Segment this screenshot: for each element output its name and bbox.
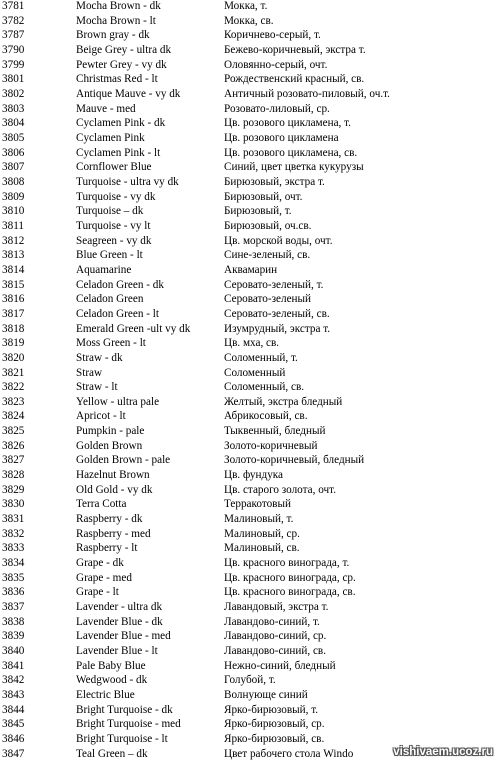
color-code: 3847 — [2, 747, 25, 760]
table-row — [0, 307, 496, 322]
color-name-ru: Цвет рабочего стола Windo — [224, 747, 354, 760]
table-row — [0, 600, 496, 615]
color-code: 3822 — [2, 381, 25, 394]
color-code: 3790 — [2, 43, 25, 56]
color-code: 3830 — [2, 498, 25, 511]
color-name-ru: Лавандовый, экстра т. — [224, 601, 329, 614]
color-code: 3829 — [2, 483, 25, 496]
color-name-en: Straw - lt — [76, 381, 118, 394]
color-name-en: Aquamarine — [76, 263, 132, 276]
color-code: 3809 — [2, 190, 25, 203]
table-row — [0, 409, 496, 424]
color-code: 3799 — [2, 58, 25, 71]
color-code: 3813 — [2, 249, 25, 262]
table-row — [0, 468, 496, 483]
color-code: 3842 — [2, 674, 25, 687]
table-row — [0, 673, 496, 688]
table-row — [0, 28, 496, 43]
color-code: 3781 — [2, 0, 25, 12]
color-name-en: Old Gold - vy dk — [76, 483, 153, 496]
color-code: 3815 — [2, 278, 25, 291]
color-name-en: Yellow - ultra pale — [76, 395, 160, 408]
color-name-en: Golden Brown - pale — [76, 454, 171, 467]
color-name-en: Bright Turquoise - dk — [76, 703, 173, 716]
table-row — [0, 541, 496, 556]
color-name-en: Electric Blue — [76, 689, 135, 702]
color-code: 3834 — [2, 557, 25, 570]
color-name-en: Lavender Blue - dk — [76, 615, 163, 628]
table-row — [0, 512, 496, 527]
color-name-en: Bright Turquoise - med — [76, 718, 181, 731]
table-row — [0, 322, 496, 337]
color-code: 3814 — [2, 263, 25, 276]
color-code: 3823 — [2, 395, 25, 408]
color-name-en: Celadon Green - lt — [76, 307, 159, 320]
color-code: 3828 — [2, 469, 25, 482]
table-row — [0, 131, 496, 146]
table-row — [0, 717, 496, 732]
color-name-ru: Абрикосовый, св. — [224, 410, 308, 423]
color-code: 3826 — [2, 439, 25, 452]
color-name-ru: Цв. мха, св. — [224, 337, 280, 350]
table-row — [0, 0, 496, 14]
color-code: 3811 — [2, 219, 24, 232]
table-row — [0, 175, 496, 190]
table-row — [0, 395, 496, 410]
color-name-ru: Коричнево-серый, т. — [224, 29, 321, 42]
color-name-ru: Малиновый, т. — [224, 513, 294, 526]
color-name-en: Lavender Blue - med — [76, 630, 171, 643]
color-name-ru: Серовато-зеленый, т. — [224, 278, 324, 291]
color-name-ru: Ярко-бирюзовый, ср. — [224, 718, 325, 731]
color-code: 3825 — [2, 425, 25, 438]
color-name-ru: Тыквенный, бледный — [224, 425, 326, 438]
color-name-ru: Цв. старого золота, очт. — [224, 483, 336, 496]
table-row — [0, 292, 496, 307]
color-name-en: Wedgwood - dk — [76, 674, 148, 687]
color-code: 3837 — [2, 601, 25, 614]
color-name-ru: Соломенный — [224, 366, 286, 379]
color-name-en: Celadon Green - dk — [76, 278, 164, 291]
color-name-en: Blue Green - lt — [76, 249, 143, 262]
color-name-ru: Синий, цвет цветка кукурузы — [224, 161, 364, 174]
color-name-en: Golden Brown — [76, 439, 143, 452]
color-name-en: Emerald Green -ult vy dk — [76, 322, 191, 335]
color-name-ru: Малиновый, св. — [224, 542, 300, 555]
color-name-ru: Желтый, экстра бледный — [224, 395, 343, 408]
color-name-en: Antique Mauve - vy dk — [76, 87, 181, 100]
color-name-ru: Античный розовато-пиловый, оч.т. — [224, 87, 390, 100]
color-name-en: Mocha Brown - lt — [76, 14, 156, 27]
color-name-en: Turquoise - vy lt — [76, 219, 151, 232]
color-code: 3810 — [2, 205, 25, 218]
table-row — [0, 116, 496, 131]
color-code: 3819 — [2, 337, 25, 350]
color-code: 3824 — [2, 410, 25, 423]
color-code: 3818 — [2, 322, 25, 335]
table-row — [0, 615, 496, 630]
color-code: 3839 — [2, 630, 25, 643]
color-name-ru: Серовато-зеленый, св. — [224, 307, 330, 320]
color-name-en: Teal Green – dk — [76, 747, 148, 760]
table-row — [0, 688, 496, 703]
color-name-ru: Лавандово-синий, ср. — [224, 630, 327, 643]
color-name-en: Pumpkin - pale — [76, 425, 145, 438]
color-name-ru: Бирюзовый, т. — [224, 205, 292, 218]
color-name-en: Mocha Brown - dk — [76, 0, 161, 12]
table-row — [0, 453, 496, 468]
color-code: 3816 — [2, 293, 25, 306]
table-row — [0, 424, 496, 439]
color-name-ru: Цв. розового цикламена, т. — [224, 117, 351, 130]
color-code: 3817 — [2, 307, 25, 320]
color-name-ru: Цв. красного винограда, т. — [224, 557, 350, 570]
color-code: 3841 — [2, 659, 25, 672]
color-name-en: Terra Cotta — [76, 498, 127, 511]
color-name-ru: Соломенный, св. — [224, 381, 305, 394]
table-row — [0, 659, 496, 674]
color-name-en: Lavender Blue - lt — [76, 645, 158, 658]
color-code: 3812 — [2, 234, 25, 247]
table-row — [0, 380, 496, 395]
table-row — [0, 497, 496, 512]
color-name-ru: Оловянно-серый, очт. — [224, 58, 328, 71]
color-name-ru: Цв. морской воды, очт. — [224, 234, 333, 247]
color-name-ru: Изумрудный, экстра т. — [224, 322, 331, 335]
color-name-ru: Цв. розового цикламена, св. — [224, 146, 358, 159]
color-code: 3787 — [2, 29, 25, 42]
color-name-en: Brown gray - dk — [76, 29, 150, 42]
color-name-ru: Цв. фундука — [224, 469, 284, 482]
color-name-ru: Малиновый, ср. — [224, 527, 300, 540]
color-name-en: Raspberry - lt — [76, 542, 138, 555]
table-row — [0, 248, 496, 263]
color-name-en: Grape - dk — [76, 557, 124, 570]
table-row — [0, 160, 496, 175]
color-code: 3835 — [2, 571, 25, 584]
color-code: 3801 — [2, 73, 25, 86]
color-name-en: Pale Baby Blue — [76, 659, 146, 672]
table-row — [0, 527, 496, 542]
color-code: 3808 — [2, 175, 25, 188]
color-code: 3845 — [2, 718, 25, 731]
table-row — [0, 351, 496, 366]
color-code: 3833 — [2, 542, 25, 555]
table-row — [0, 366, 496, 381]
color-code: 3838 — [2, 615, 25, 628]
color-name-en: Grape - med — [76, 571, 132, 584]
color-name-en: Christmas Red - lt — [76, 73, 158, 86]
table-row — [0, 190, 496, 205]
color-name-ru: Мокка, св. — [224, 14, 274, 27]
color-name-ru: Волнующе синий — [224, 689, 308, 702]
color-name-en: Bright Turquoise - lt — [76, 733, 168, 745]
color-code: 3821 — [2, 366, 25, 379]
table-row — [0, 439, 496, 454]
color-name-en: Straw - dk — [76, 351, 123, 364]
color-code: 3836 — [2, 586, 25, 599]
color-code: 3840 — [2, 645, 25, 658]
color-name-en: Raspberry - med — [76, 527, 151, 540]
color-code: 3782 — [2, 14, 25, 27]
color-name-ru: Розовато-лиловый, ср. — [224, 102, 330, 115]
color-name-en: Moss Green - lt — [76, 337, 146, 350]
table-row — [0, 219, 496, 234]
table-row — [0, 263, 496, 278]
color-code: 3843 — [2, 689, 25, 702]
color-name-ru: Аквамарин — [224, 263, 278, 276]
color-name-en: Turquoise - ultra vy dk — [76, 175, 179, 188]
color-name-en: Cyclamen Pink - lt — [76, 146, 161, 159]
color-name-ru: Цв. розового цикламена — [224, 131, 339, 144]
color-name-en: Straw — [76, 366, 103, 379]
color-name-ru: Ярко-бирюзовый, т. — [224, 703, 319, 716]
color-name-ru: Нежно-синий, бледный — [224, 659, 336, 672]
table-row — [0, 571, 496, 586]
color-code: 3846 — [2, 733, 25, 745]
color-name-en: Beige Grey - ultra dk — [76, 43, 172, 56]
color-name-ru: Сине-зеленый, св. — [224, 249, 311, 262]
color-name-ru: Золото-коричневый — [224, 439, 318, 452]
color-name-ru: Мокка, т. — [224, 0, 268, 12]
color-name-en: Turquoise - vy dk — [76, 190, 156, 203]
color-name-en: Pewter Grey - vy dk — [76, 58, 167, 71]
table-row — [0, 336, 496, 351]
table-row — [0, 644, 496, 659]
color-name-en: Cornflower Blue — [76, 161, 152, 174]
color-name-en: Raspberry - dk — [76, 513, 143, 526]
table-row — [0, 703, 496, 718]
color-code: 3803 — [2, 102, 25, 115]
color-name-en: Grape - lt — [76, 586, 119, 599]
color-code: 3805 — [2, 131, 25, 144]
color-name-en: Celadon Green — [76, 293, 144, 306]
table-row — [0, 629, 496, 644]
table-row — [0, 72, 496, 87]
color-code: 3832 — [2, 527, 25, 540]
table-row — [0, 556, 496, 571]
color-code: 3827 — [2, 454, 25, 467]
color-code: 3802 — [2, 87, 25, 100]
color-name-en: Cyclamen Pink — [76, 131, 145, 144]
color-code: 3804 — [2, 117, 25, 130]
color-code: 3820 — [2, 351, 25, 364]
table-row — [0, 14, 496, 29]
color-name-ru: Золото-коричневый, бледный — [224, 454, 365, 467]
color-name-ru: Ярко-бирюзовый, св. — [224, 733, 325, 745]
color-name-ru: Цв. красного винограда, св. — [224, 586, 356, 599]
color-code: 3831 — [2, 513, 25, 526]
table-row — [0, 483, 496, 498]
table-row — [0, 102, 496, 117]
color-name-ru: Лавандово-синий, св. — [224, 645, 327, 658]
color-code: 3844 — [2, 703, 25, 716]
color-name-ru: Рождественский красный, св. — [224, 73, 365, 86]
color-name-en: Seagreen - vy dk — [76, 234, 152, 247]
color-name-ru: Бирюзовый, очт. — [224, 190, 303, 203]
table-row — [0, 43, 496, 58]
table-row — [0, 234, 496, 249]
table-row — [0, 278, 496, 293]
color-name-ru: Голубой, т. — [224, 674, 276, 687]
color-name-ru: Цв. красного винограда, ср. — [224, 571, 356, 584]
color-name-en: Turquoise – dk — [76, 205, 144, 218]
table-row — [0, 204, 496, 219]
table-row — [0, 732, 496, 747]
color-name-en: Hazelnut Brown — [76, 469, 150, 482]
table-row — [0, 87, 496, 102]
color-name-ru: Терракотовый — [224, 498, 291, 511]
color-name-ru: Соломенный, т. — [224, 351, 298, 364]
color-name-en: Cyclamen Pink - dk — [76, 117, 166, 130]
color-code: 3806 — [2, 146, 25, 159]
color-name-ru: Серовато-зеленый — [224, 293, 312, 306]
table-row — [0, 58, 496, 73]
color-name-en: Lavender - ultra dk — [76, 601, 163, 614]
table-row — [0, 585, 496, 600]
color-name-ru: Бежево-коричневый, экстра т. — [224, 43, 366, 56]
color-name-ru: Бирюзовый, оч.св. — [224, 219, 312, 232]
color-name-en: Mauve - med — [76, 102, 136, 115]
site-watermark: vishivaem.ucoz.ru — [393, 746, 493, 758]
color-name-ru: Лавандово-синий, т. — [224, 615, 320, 628]
color-code: 3807 — [2, 161, 25, 174]
table-row — [0, 146, 496, 161]
color-name-en: Apricot - lt — [76, 410, 126, 423]
color-name-ru: Бирюзовый, экстра т. — [224, 175, 325, 188]
